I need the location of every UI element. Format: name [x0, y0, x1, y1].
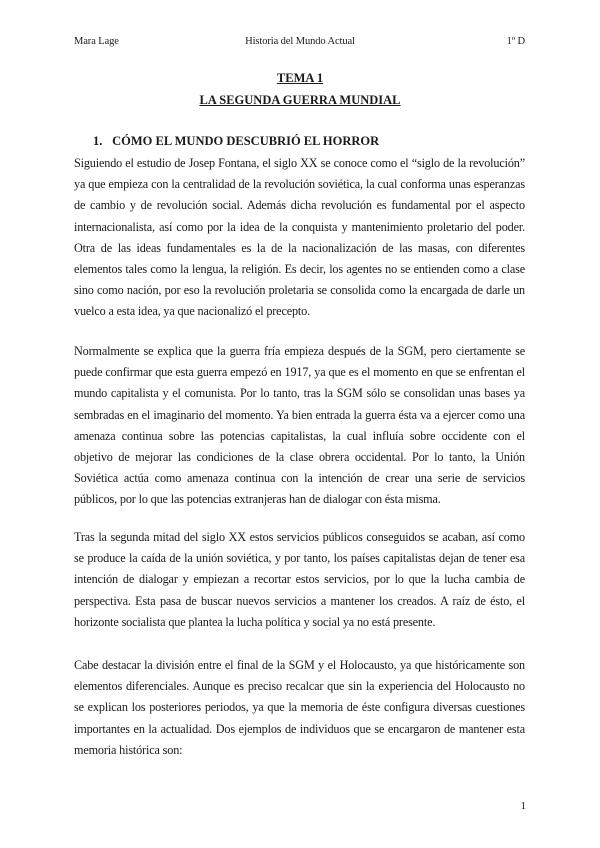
- section-heading-text: CÓMO EL MUNDO DESCUBRIÓ EL HORROR: [112, 134, 380, 148]
- topic-title: TEMA 1: [276, 71, 324, 85]
- section-number: 1.: [93, 134, 103, 148]
- document-title: LA SEGUNDA GUERRA MUNDIAL: [199, 93, 401, 107]
- section-heading: [93, 134, 379, 149]
- header-author: Mara Lage: [74, 36, 119, 47]
- paragraph-2: Normalmente se explica que la guerra fría empieza después de la SGM, pero ciertamente se puede confirmar que esta guerra empezó en 1917, ya que es el momento en que se enfrentan el mundo capitalista y el comunista. Por lo tanto, tras la SGM sólo se consolidan unas bases ya sembradas en el imaginario del momento. Ya bien entrada la guerra ésta va a ejercer como una amenaza continua sobre las potencias capitalistas, la cual influía sobre occidente con el objetivo de mejorar las condiciones de la clase obrera occidental. Por lo tanto, la Unión Soviética actúa como amenaza continua con la intención de crear una serie de servicios públicos, por lo que las potencias extranjeras han de dialogar con ésta misma.: [74, 344, 525, 507]
- header-group: 1º D: [506, 36, 525, 47]
- paragraph-4: Cabe destacar la división entre el final de la SGM y el Holocausto, ya que históricamente son elementos diferenciales. Aunque es preciso recalcar que sin la experiencia del Holocausto no se explican los posteriores periodos, ya que la memoria de éste configura diversas cuestiones importantes en la actualidad. Dos ejemplos de individuos que se encargaron de mantener esta memoria histórica son:: [74, 658, 525, 757]
- header-course: Historia del Mundo Actual: [245, 36, 355, 47]
- paragraph-1: Siguiendo el estudio de Josep Fontana, el siglo XX se conoce como el “siglo de la revolución” ya que empieza con la centralidad de la revolución soviética, la cual conforma unas esperanzas de cambio y de revolución social. Además dicha revolución es fundamental por el aspecto internacionalista, así como por la idea de la conquista y mantenimiento proletario del poder. Otra de las ideas fundamentales es la de la nacionalización de las masas, con diferentes elementos tales como la lengua, la religión. Es decir, los agentes no se entienden como a clase sino como nación, por eso la revolución proletaria se consolida como la encargada de darle un vuelco a esta idea, ya que nacionalizó el precepto.: [74, 156, 525, 319]
- page-number: 1: [520, 800, 526, 812]
- paragraph-3: Tras la segunda mitad del siglo XX estos servicios públicos conseguidos se acaban, así como se produce la caída de la unión soviética, y por tanto, los países capitalistas dejan de tener esa intención de dialogar y empiezan a recortar estos servicios, por lo que la lucha cambia de perspectiva. Esta pasa de buscar nuevos servicios a mantener los creados. A raíz de ésto, el horizonte socialista que plantea la lucha política y social ya no está presente.: [74, 530, 525, 629]
